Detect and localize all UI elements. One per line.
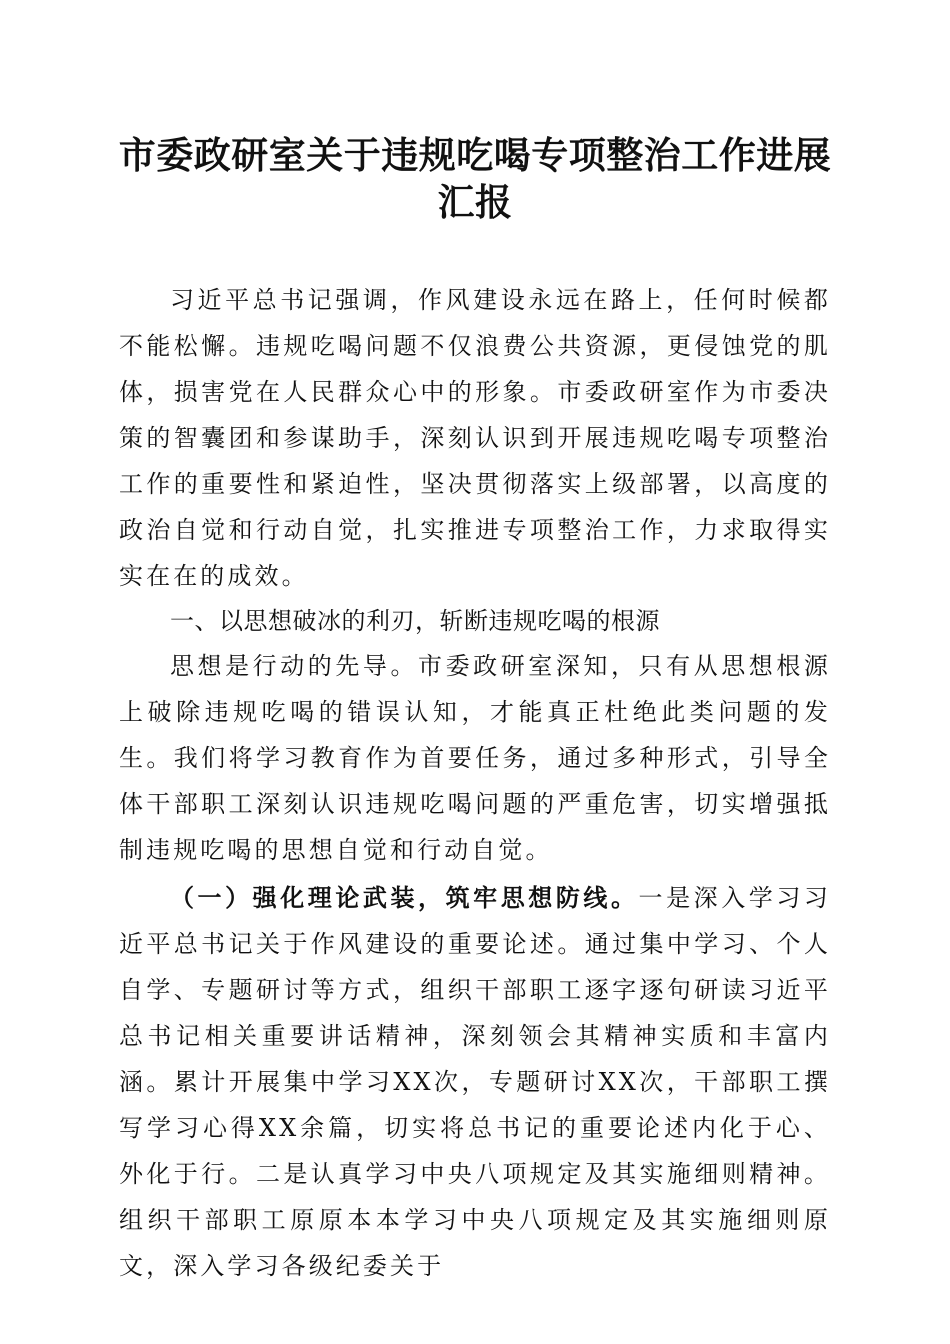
intro-paragraph: 习近平总书记强调，作风建设永远在路上，任何时候都不能松懈。违规吃喝问题不仅浪费公共资源，更侵蚀党的肌体，损害党在人民群众心中的形象。市委政研室作为市委决策的智囊团和参谋助手，深刻认识到开展违规吃喝专项整治工作的重要性和紧迫性，坚决贯彻落实上级部署，以高度的政治自觉和行动自觉，扎实推进专项整治工作，力求取得实实在在的成效。 (119, 286, 831, 590)
document-body (119, 277, 831, 1289)
subsection-1-paragraph (119, 875, 831, 1289)
subsection-1-lead: （一）强化理论武装，筑牢思想防线。 (170, 883, 639, 912)
subsection-1-body: 一是深入学习习近平总书记关于作风建设的重要论述。通过集中学习、个人自学、专题研讨等方式，组织干部职工逐字逐句研读习近平总书记相关重要讲话精神，深刻领会其精神实质和丰富内涵。累计开展集中学习XX次，专题研讨XX次，干部职工撰写学习心得XX余篇，切实将总书记的重要论述内化于心、外化于行。二是认真学习中央八项规定及其实施细则精神。组织干部职工原原本本学习中央八项规定及其实施细则原文，深入学习各级纪委关于 (119, 884, 831, 1280)
document-title: 市委政研室关于违规吃喝专项整治工作进展汇报 (118, 133, 832, 224)
section-heading-1: 一、以思想破冰的利刃，斩断违规吃喝的根源 (170, 607, 660, 635)
section-1-paragraph: 思想是行动的先导。市委政研室深知，只有从思想根源上破除违规吃喝的错误认知，才能真正杜绝此类问题的发生。我们将学习教育作为首要任务，通过多种形式，引导全体干部职工深刻认识违规吃喝问题的严重危害，切实增强抵制违规吃喝的思想自觉和行动自觉。 (119, 652, 831, 864)
